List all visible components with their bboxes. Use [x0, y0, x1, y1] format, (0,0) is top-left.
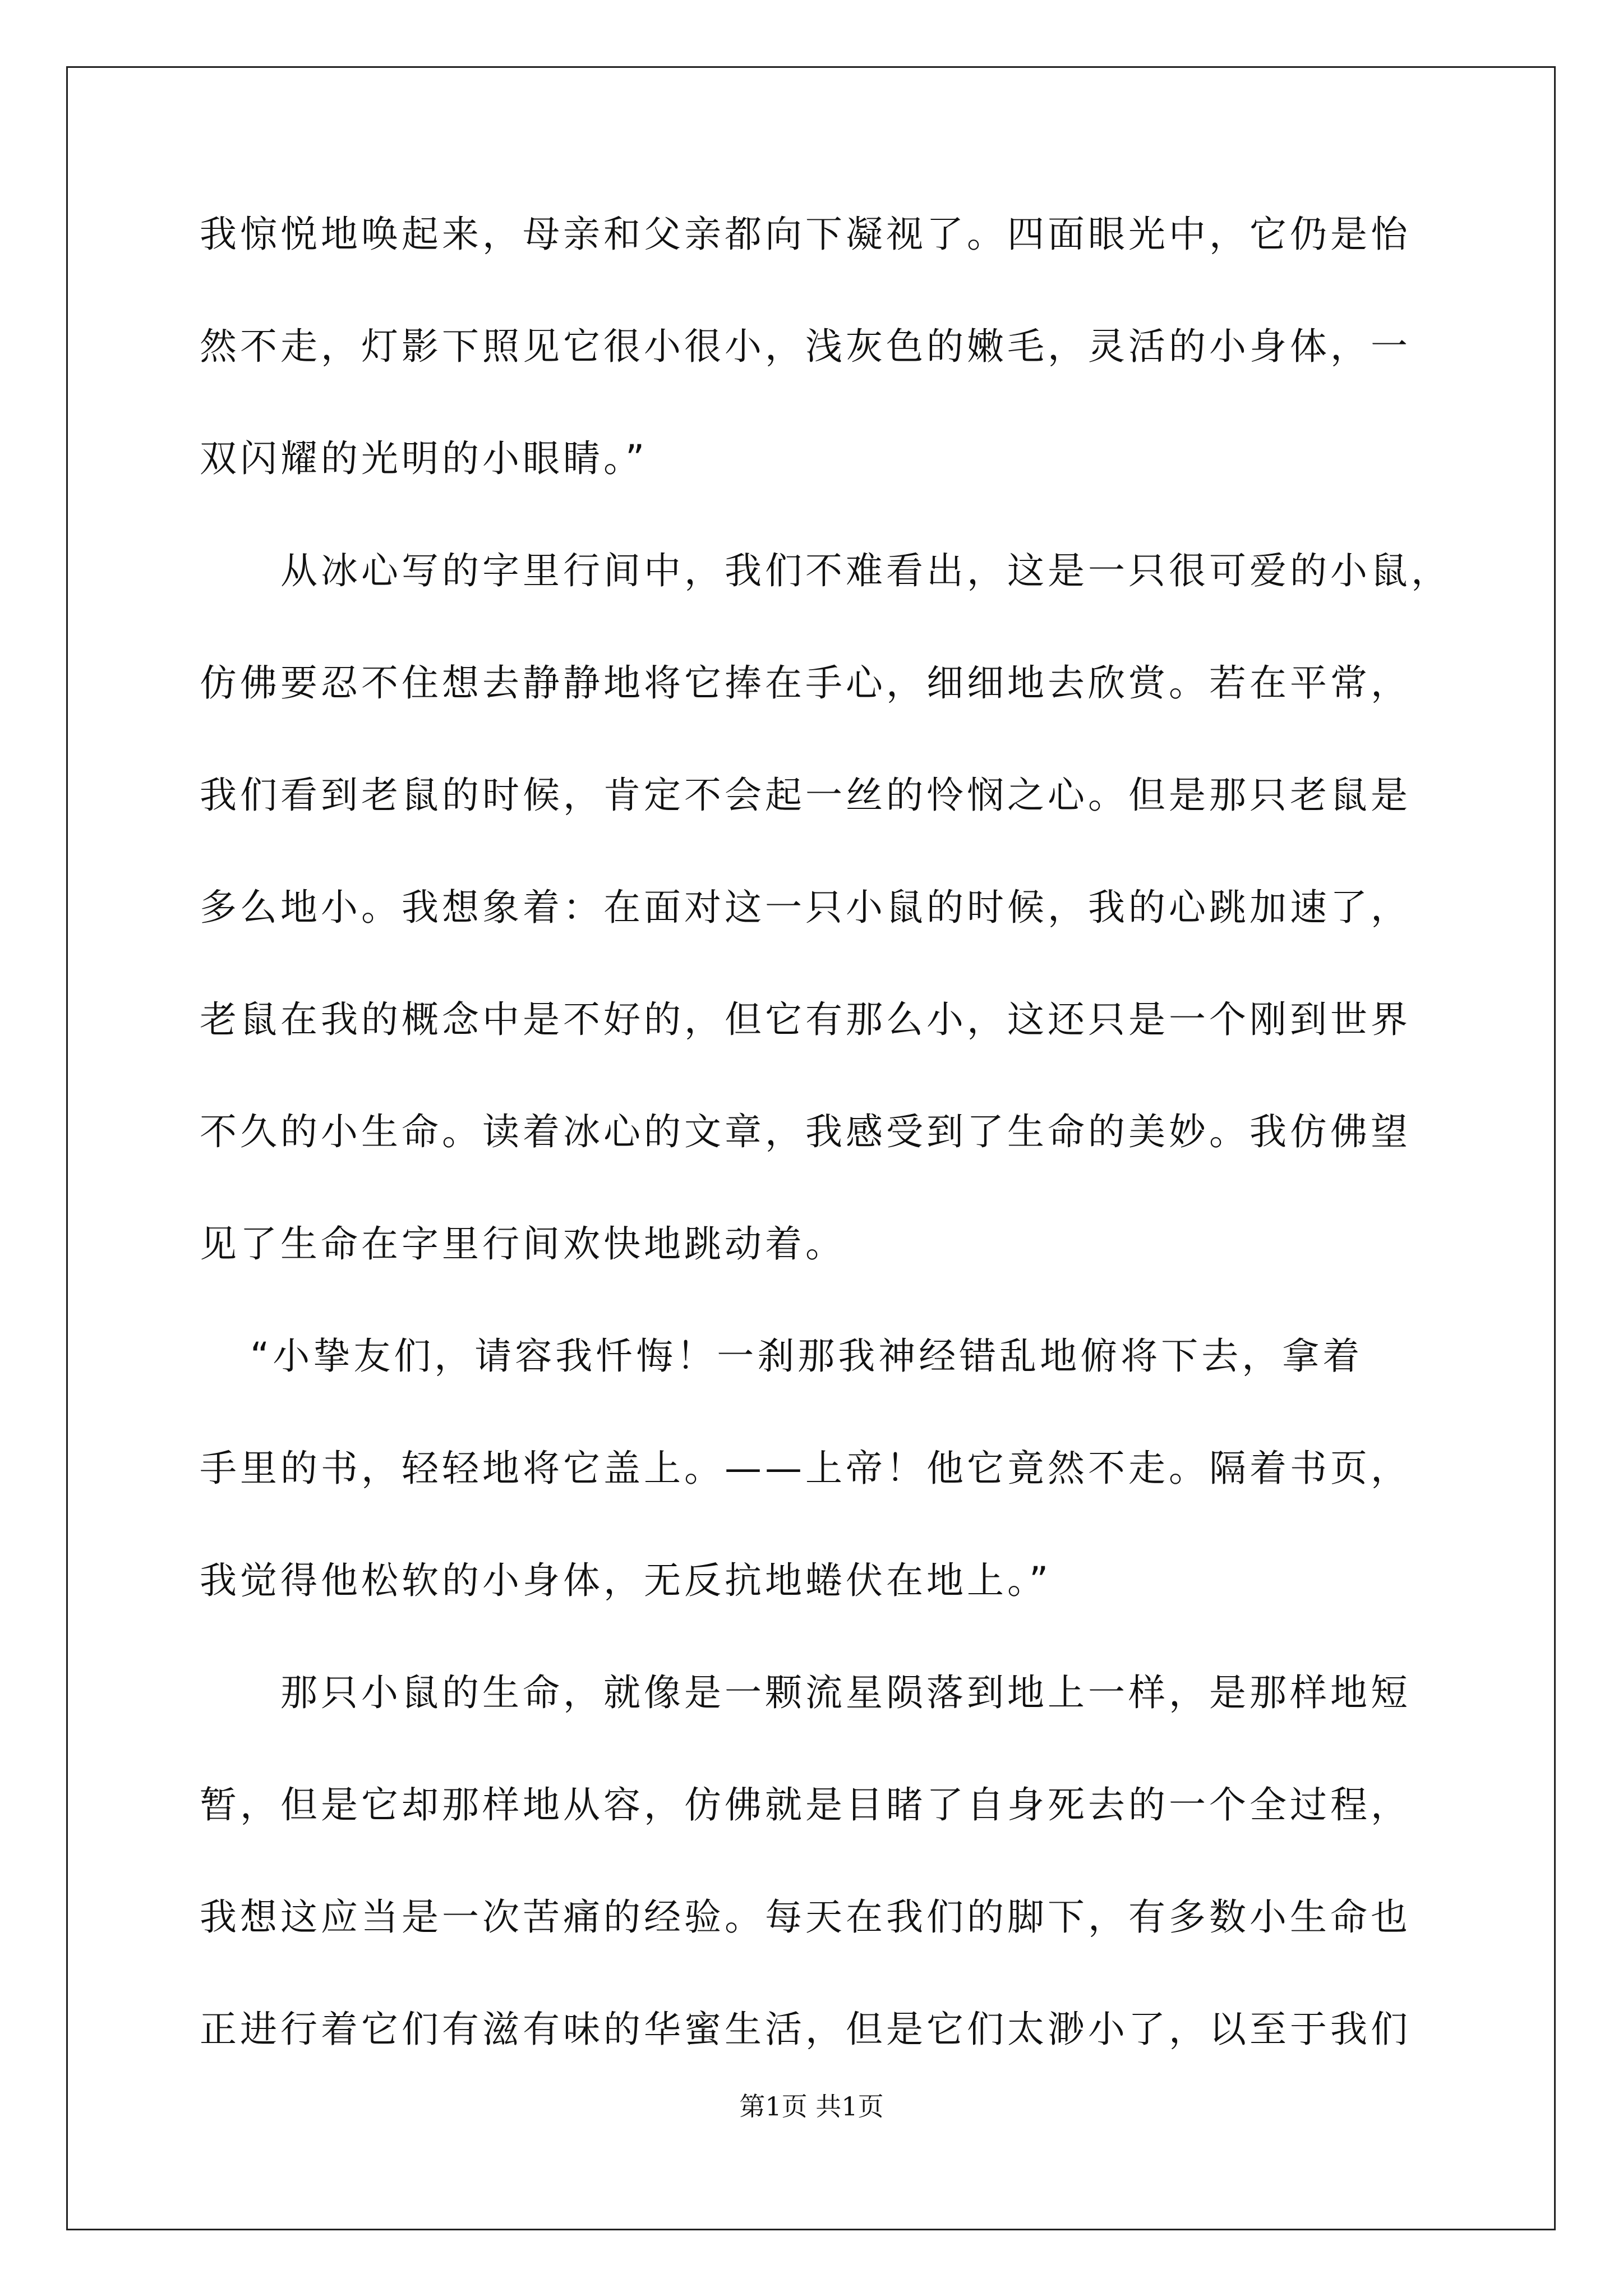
text-line: 暂，但是它却那样地从容，仿佛就是目睹了自身死去的一个全过程， [200, 1783, 1411, 1826]
text-line: 我觉得他松软的小身体，无反抗地蜷伏在地上。” [200, 1559, 1052, 1602]
page-number-footer: 第1页 共1页 [739, 2091, 884, 2122]
text-line: 老鼠在我的概念中是不好的，但它有那么小，这还只是一个刚到世界 [200, 998, 1411, 1041]
text-line: 然不走，灯影下照见它很小很小，浅灰色的嫩毛，灵活的小身体，一 [200, 325, 1411, 368]
paragraph-first-line: “小挚友们，请容我忏悔！一刹那我神经错乱地俯将下去，拿着 [250, 1335, 1363, 1378]
paragraph-first-line: 从冰心写的字里行间中，我们不难看出，这是一只很可爱的小鼠， [280, 549, 1451, 592]
text-line: 双闪耀的光明的小眼睛。” [200, 437, 648, 480]
text-line: 多么地小。我想象着：在面对这一只小鼠的时候，我的心跳加速了， [200, 886, 1411, 929]
text-line: 见了生命在字里行间欢快地跳动着。 [200, 1222, 846, 1266]
text-line: 仿佛要忍不住想去静静地将它捧在手心，细细地去欣赏。若在平常， [200, 661, 1411, 705]
text-line: 我想这应当是一次苦痛的经验。每天在我们的脚下，有多数小生命也 [200, 1895, 1411, 1939]
text-line: 不久的小生命。读着冰心的文章，我感受到了生命的美妙。我仿佛望 [200, 1110, 1411, 1153]
text-line: 手里的书，轻轻地将它盖上。——上帝！他它竟然不走。隔着书页， [200, 1447, 1411, 1490]
text-line: 正进行着它们有滋有味的华蜜生活，但是它们太渺小了，以至于我们 [200, 2008, 1411, 2051]
text-line: 我惊悦地唤起来，母亲和父亲都向下凝视了。四面眼光中，它仍是怡 [200, 213, 1411, 256]
text-line: 我们看到老鼠的时候，肯定不会起一丝的怜悯之心。但是那只老鼠是 [200, 774, 1411, 817]
paragraph-first-line: 那只小鼠的生命，就像是一颗流星陨落到地上一样，是那样地短 [280, 1671, 1411, 1714]
